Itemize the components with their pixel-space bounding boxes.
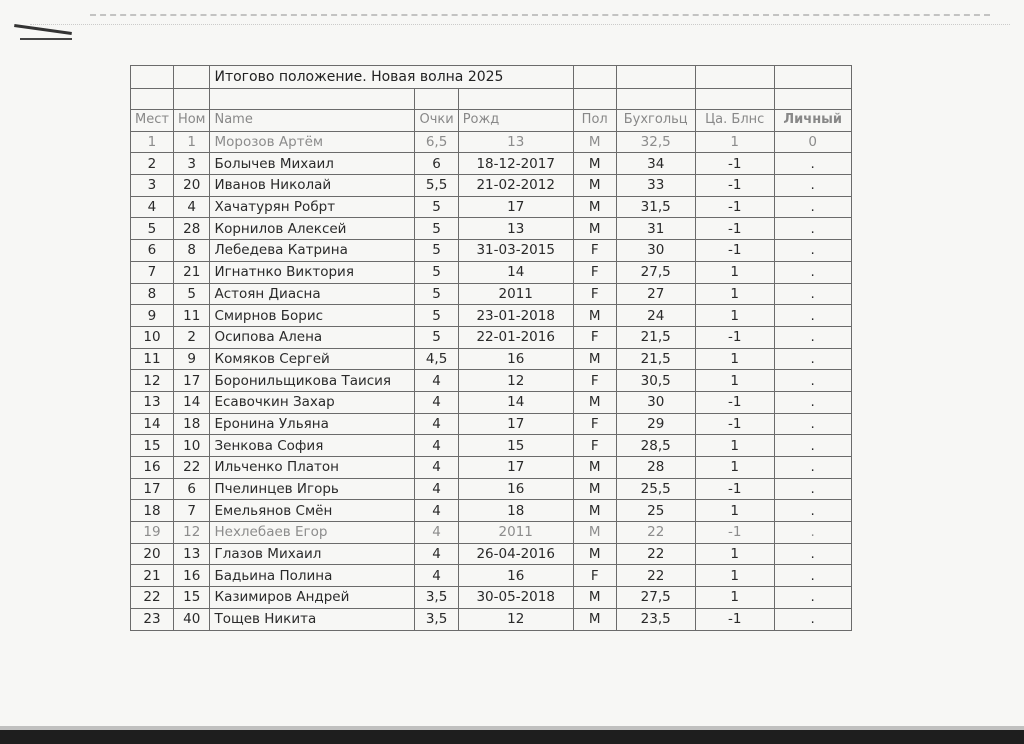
cell-points: 6,5 xyxy=(415,131,458,153)
header-born: Рожд xyxy=(458,110,573,132)
cell-place: 23 xyxy=(131,608,174,630)
cell-name: Игнатнко Виктория xyxy=(210,261,415,283)
cell-name: Осипова Алена xyxy=(210,326,415,348)
cell-number: 2 xyxy=(173,326,210,348)
cell-place: 22 xyxy=(131,587,174,609)
cell-name: Зенкова София xyxy=(210,435,415,457)
cell-born: 15 xyxy=(458,435,573,457)
cell-place: 14 xyxy=(131,413,174,435)
cell-born: 13 xyxy=(458,218,573,240)
cell-name: Корнилов Алексей xyxy=(210,218,415,240)
cell-personal: . xyxy=(774,413,851,435)
table-row xyxy=(131,543,852,565)
cell-buchholz: 34 xyxy=(616,153,695,175)
cell-born: 16 xyxy=(458,565,573,587)
table-row xyxy=(131,478,852,500)
cell-name: Морозов Артём xyxy=(210,131,415,153)
cell-born: 18-12-2017 xyxy=(458,153,573,175)
cell-points: 5 xyxy=(415,240,458,262)
table-row xyxy=(131,522,852,544)
cell-buchholz: 23,5 xyxy=(616,608,695,630)
table-row xyxy=(131,305,852,327)
empty-cell xyxy=(573,89,616,110)
cell-name: Казимиров Андрей xyxy=(210,587,415,609)
cell-personal: . xyxy=(774,435,851,457)
cell-points: 4 xyxy=(415,500,458,522)
cell-balance: -1 xyxy=(695,478,774,500)
cell-points: 4,5 xyxy=(415,348,458,370)
cell-born: 12 xyxy=(458,370,573,392)
scan-artifact-mark xyxy=(20,38,72,40)
table-row xyxy=(131,261,852,283)
table-row xyxy=(131,196,852,218)
scan-artifact-line xyxy=(30,24,1010,25)
table-row xyxy=(131,391,852,413)
cell-balance: -1 xyxy=(695,391,774,413)
standings-table xyxy=(130,65,852,631)
cell-sex: F xyxy=(573,240,616,262)
cell-personal: . xyxy=(774,522,851,544)
cell-sex: M xyxy=(573,175,616,197)
cell-place: 5 xyxy=(131,218,174,240)
cell-born: 30-05-2018 xyxy=(458,587,573,609)
cell-place: 18 xyxy=(131,500,174,522)
empty-cell xyxy=(415,89,458,110)
cell-balance: -1 xyxy=(695,608,774,630)
cell-number: 8 xyxy=(173,240,210,262)
cell-number: 7 xyxy=(173,500,210,522)
cell-balance: 1 xyxy=(695,543,774,565)
cell-number: 5 xyxy=(173,283,210,305)
cell-points: 5 xyxy=(415,196,458,218)
cell-buchholz: 30,5 xyxy=(616,370,695,392)
scan-artifact-line xyxy=(90,14,990,16)
cell-sex: F xyxy=(573,565,616,587)
cell-buchholz: 33 xyxy=(616,175,695,197)
cell-points: 3,5 xyxy=(415,608,458,630)
cell-balance: -1 xyxy=(695,413,774,435)
empty-cell xyxy=(173,66,210,89)
cell-personal: . xyxy=(774,587,851,609)
cell-buchholz: 27,5 xyxy=(616,587,695,609)
table-row xyxy=(131,457,852,479)
cell-balance: 1 xyxy=(695,587,774,609)
cell-buchholz: 22 xyxy=(616,543,695,565)
cell-buchholz: 29 xyxy=(616,413,695,435)
table-row xyxy=(131,435,852,457)
cell-place: 9 xyxy=(131,305,174,327)
empty-cell xyxy=(695,66,774,89)
cell-personal: . xyxy=(774,153,851,175)
cell-points: 4 xyxy=(415,478,458,500)
cell-sex: M xyxy=(573,522,616,544)
cell-personal: . xyxy=(774,326,851,348)
cell-name: Хачатурян Робрт xyxy=(210,196,415,218)
cell-born: 17 xyxy=(458,413,573,435)
cell-buchholz: 27,5 xyxy=(616,261,695,283)
cell-balance: -1 xyxy=(695,240,774,262)
cell-born: 17 xyxy=(458,196,573,218)
cell-balance: -1 xyxy=(695,522,774,544)
cell-personal: . xyxy=(774,305,851,327)
cell-points: 4 xyxy=(415,543,458,565)
cell-sex: M xyxy=(573,391,616,413)
cell-points: 5 xyxy=(415,283,458,305)
table-row xyxy=(131,608,852,630)
cell-balance: -1 xyxy=(695,153,774,175)
cell-buchholz: 21,5 xyxy=(616,348,695,370)
cell-sex: F xyxy=(573,283,616,305)
cell-name: Ильченко Платон xyxy=(210,457,415,479)
cell-place: 2 xyxy=(131,153,174,175)
cell-buchholz: 31,5 xyxy=(616,196,695,218)
cell-sex: F xyxy=(573,413,616,435)
cell-personal: . xyxy=(774,240,851,262)
cell-balance: 1 xyxy=(695,131,774,153)
empty-cell xyxy=(210,89,415,110)
table-row xyxy=(131,565,852,587)
cell-name: Лебедева Катрина xyxy=(210,240,415,262)
cell-points: 4 xyxy=(415,391,458,413)
cell-place: 4 xyxy=(131,196,174,218)
cell-name: Смирнов Борис xyxy=(210,305,415,327)
cell-buchholz: 30 xyxy=(616,391,695,413)
cell-place: 20 xyxy=(131,543,174,565)
cell-number: 11 xyxy=(173,305,210,327)
cell-sex: M xyxy=(573,348,616,370)
cell-buchholz: 30 xyxy=(616,240,695,262)
header-points: Очки xyxy=(415,110,458,132)
cell-balance: 1 xyxy=(695,261,774,283)
cell-sex: M xyxy=(573,587,616,609)
header-sex: Пол xyxy=(573,110,616,132)
cell-sex: M xyxy=(573,218,616,240)
table-row xyxy=(131,131,852,153)
cell-born: 14 xyxy=(458,261,573,283)
cell-personal: . xyxy=(774,196,851,218)
cell-born: 17 xyxy=(458,457,573,479)
cell-number: 21 xyxy=(173,261,210,283)
cell-number: 12 xyxy=(173,522,210,544)
cell-personal: . xyxy=(774,608,851,630)
cell-buchholz: 22 xyxy=(616,522,695,544)
cell-number: 6 xyxy=(173,478,210,500)
empty-cell xyxy=(616,89,695,110)
table-row xyxy=(131,175,852,197)
cell-sex: M xyxy=(573,608,616,630)
cell-balance: -1 xyxy=(695,175,774,197)
cell-points: 4 xyxy=(415,413,458,435)
cell-place: 10 xyxy=(131,326,174,348)
cell-name: Емельянов Смён xyxy=(210,500,415,522)
empty-cell xyxy=(173,89,210,110)
table-row xyxy=(131,218,852,240)
empty-cell xyxy=(131,66,174,89)
table-row xyxy=(131,370,852,392)
cell-balance: 1 xyxy=(695,565,774,587)
cell-balance: 1 xyxy=(695,435,774,457)
cell-personal: . xyxy=(774,391,851,413)
cell-buchholz: 25 xyxy=(616,500,695,522)
cell-buchholz: 31 xyxy=(616,218,695,240)
cell-points: 5 xyxy=(415,305,458,327)
table-row xyxy=(131,500,852,522)
cell-sex: M xyxy=(573,153,616,175)
cell-born: 2011 xyxy=(458,283,573,305)
cell-sex: F xyxy=(573,435,616,457)
cell-personal: 0 xyxy=(774,131,851,153)
cell-name: Иванов Николай xyxy=(210,175,415,197)
cell-born: 14 xyxy=(458,391,573,413)
table-row xyxy=(131,413,852,435)
empty-cell xyxy=(695,89,774,110)
cell-personal: . xyxy=(774,218,851,240)
header-balance: Ца. Блнс xyxy=(695,110,774,132)
empty-cell xyxy=(131,89,174,110)
cell-number: 1 xyxy=(173,131,210,153)
cell-born: 16 xyxy=(458,478,573,500)
cell-number: 14 xyxy=(173,391,210,413)
cell-number: 17 xyxy=(173,370,210,392)
cell-name: Глазов Михаил xyxy=(210,543,415,565)
cell-points: 3,5 xyxy=(415,587,458,609)
cell-personal: . xyxy=(774,283,851,305)
empty-cell xyxy=(616,66,695,89)
cell-points: 5 xyxy=(415,261,458,283)
cell-number: 20 xyxy=(173,175,210,197)
cell-born: 26-04-2016 xyxy=(458,543,573,565)
empty-cell xyxy=(458,89,573,110)
cell-buchholz: 27 xyxy=(616,283,695,305)
cell-born: 31-03-2015 xyxy=(458,240,573,262)
cell-sex: F xyxy=(573,261,616,283)
cell-points: 4 xyxy=(415,457,458,479)
cell-sex: F xyxy=(573,370,616,392)
cell-place: 12 xyxy=(131,370,174,392)
cell-sex: M xyxy=(573,131,616,153)
cell-buchholz: 24 xyxy=(616,305,695,327)
cell-points: 5 xyxy=(415,326,458,348)
cell-personal: . xyxy=(774,478,851,500)
cell-born: 21-02-2012 xyxy=(458,175,573,197)
cell-personal: . xyxy=(774,261,851,283)
cell-name: Есавочкин Захар xyxy=(210,391,415,413)
cell-number: 15 xyxy=(173,587,210,609)
cell-name: Бадьина Полина xyxy=(210,565,415,587)
cell-sex: M xyxy=(573,196,616,218)
cell-buchholz: 22 xyxy=(616,565,695,587)
table-row xyxy=(131,587,852,609)
cell-personal: . xyxy=(774,175,851,197)
cell-sex: M xyxy=(573,500,616,522)
cell-sex: F xyxy=(573,326,616,348)
cell-number: 16 xyxy=(173,565,210,587)
table-row xyxy=(131,240,852,262)
cell-personal: . xyxy=(774,370,851,392)
cell-number: 18 xyxy=(173,413,210,435)
cell-sex: M xyxy=(573,478,616,500)
cell-number: 28 xyxy=(173,218,210,240)
cell-name: Астоян Диасна xyxy=(210,283,415,305)
cell-number: 13 xyxy=(173,543,210,565)
cell-place: 3 xyxy=(131,175,174,197)
cell-personal: . xyxy=(774,565,851,587)
cell-born: 22-01-2016 xyxy=(458,326,573,348)
cell-place: 17 xyxy=(131,478,174,500)
cell-points: 6 xyxy=(415,153,458,175)
cell-number: 40 xyxy=(173,608,210,630)
cell-name: Пчелинцев Игорь xyxy=(210,478,415,500)
cell-personal: . xyxy=(774,348,851,370)
cell-place: 8 xyxy=(131,283,174,305)
header-row xyxy=(131,110,852,132)
cell-balance: 1 xyxy=(695,348,774,370)
cell-place: 6 xyxy=(131,240,174,262)
cell-place: 21 xyxy=(131,565,174,587)
cell-born: 23-01-2018 xyxy=(458,305,573,327)
table-row xyxy=(131,153,852,175)
cell-born: 12 xyxy=(458,608,573,630)
cell-name: Нехлебаев Егор xyxy=(210,522,415,544)
cell-balance: 1 xyxy=(695,500,774,522)
blank-row xyxy=(131,89,852,110)
cell-born: 2011 xyxy=(458,522,573,544)
cell-points: 4 xyxy=(415,370,458,392)
cell-place: 19 xyxy=(131,522,174,544)
header-number: Ном xyxy=(173,110,210,132)
cell-place: 15 xyxy=(131,435,174,457)
cell-personal: . xyxy=(774,543,851,565)
cell-balance: 1 xyxy=(695,283,774,305)
cell-name: Тощев Никита xyxy=(210,608,415,630)
cell-number: 3 xyxy=(173,153,210,175)
cell-points: 4 xyxy=(415,565,458,587)
cell-sex: M xyxy=(573,305,616,327)
cell-name: Еронина Ульяна xyxy=(210,413,415,435)
cell-number: 9 xyxy=(173,348,210,370)
cell-number: 4 xyxy=(173,196,210,218)
header-place: Мест xyxy=(131,110,174,132)
cell-buchholz: 25,5 xyxy=(616,478,695,500)
page-title: Итогово положение. Новая волна 2025 xyxy=(210,66,573,89)
cell-balance: 1 xyxy=(695,305,774,327)
cell-name: Боронильщикова Таисия xyxy=(210,370,415,392)
cell-points: 5,5 xyxy=(415,175,458,197)
cell-balance: -1 xyxy=(695,218,774,240)
cell-born: 13 xyxy=(458,131,573,153)
header-personal: Личный xyxy=(774,110,851,132)
cell-points: 4 xyxy=(415,522,458,544)
cell-name: Комяков Сергей xyxy=(210,348,415,370)
cell-place: 16 xyxy=(131,457,174,479)
cell-buchholz: 28 xyxy=(616,457,695,479)
cell-born: 16 xyxy=(458,348,573,370)
cell-balance: -1 xyxy=(695,326,774,348)
cell-number: 10 xyxy=(173,435,210,457)
cell-place: 1 xyxy=(131,131,174,153)
cell-points: 5 xyxy=(415,218,458,240)
cell-number: 22 xyxy=(173,457,210,479)
cell-personal: . xyxy=(774,500,851,522)
empty-cell xyxy=(573,66,616,89)
empty-cell xyxy=(774,89,851,110)
cell-personal: . xyxy=(774,457,851,479)
cell-balance: 1 xyxy=(695,457,774,479)
title-row xyxy=(131,66,852,89)
empty-cell xyxy=(774,66,851,89)
table-row xyxy=(131,283,852,305)
cell-buchholz: 32,5 xyxy=(616,131,695,153)
table-row xyxy=(131,326,852,348)
cell-place: 11 xyxy=(131,348,174,370)
cell-balance: -1 xyxy=(695,196,774,218)
cell-sex: M xyxy=(573,457,616,479)
header-buchholz: Бухгольц xyxy=(616,110,695,132)
cell-points: 4 xyxy=(415,435,458,457)
table-row xyxy=(131,348,852,370)
scan-edge xyxy=(0,730,1024,744)
cell-balance: 1 xyxy=(695,370,774,392)
cell-place: 7 xyxy=(131,261,174,283)
cell-sex: M xyxy=(573,543,616,565)
cell-name: Болычев Михаил xyxy=(210,153,415,175)
cell-buchholz: 21,5 xyxy=(616,326,695,348)
scan-artifact-mark xyxy=(14,24,72,35)
cell-born: 18 xyxy=(458,500,573,522)
header-name: Name xyxy=(210,110,415,132)
cell-place: 13 xyxy=(131,391,174,413)
cell-buchholz: 28,5 xyxy=(616,435,695,457)
